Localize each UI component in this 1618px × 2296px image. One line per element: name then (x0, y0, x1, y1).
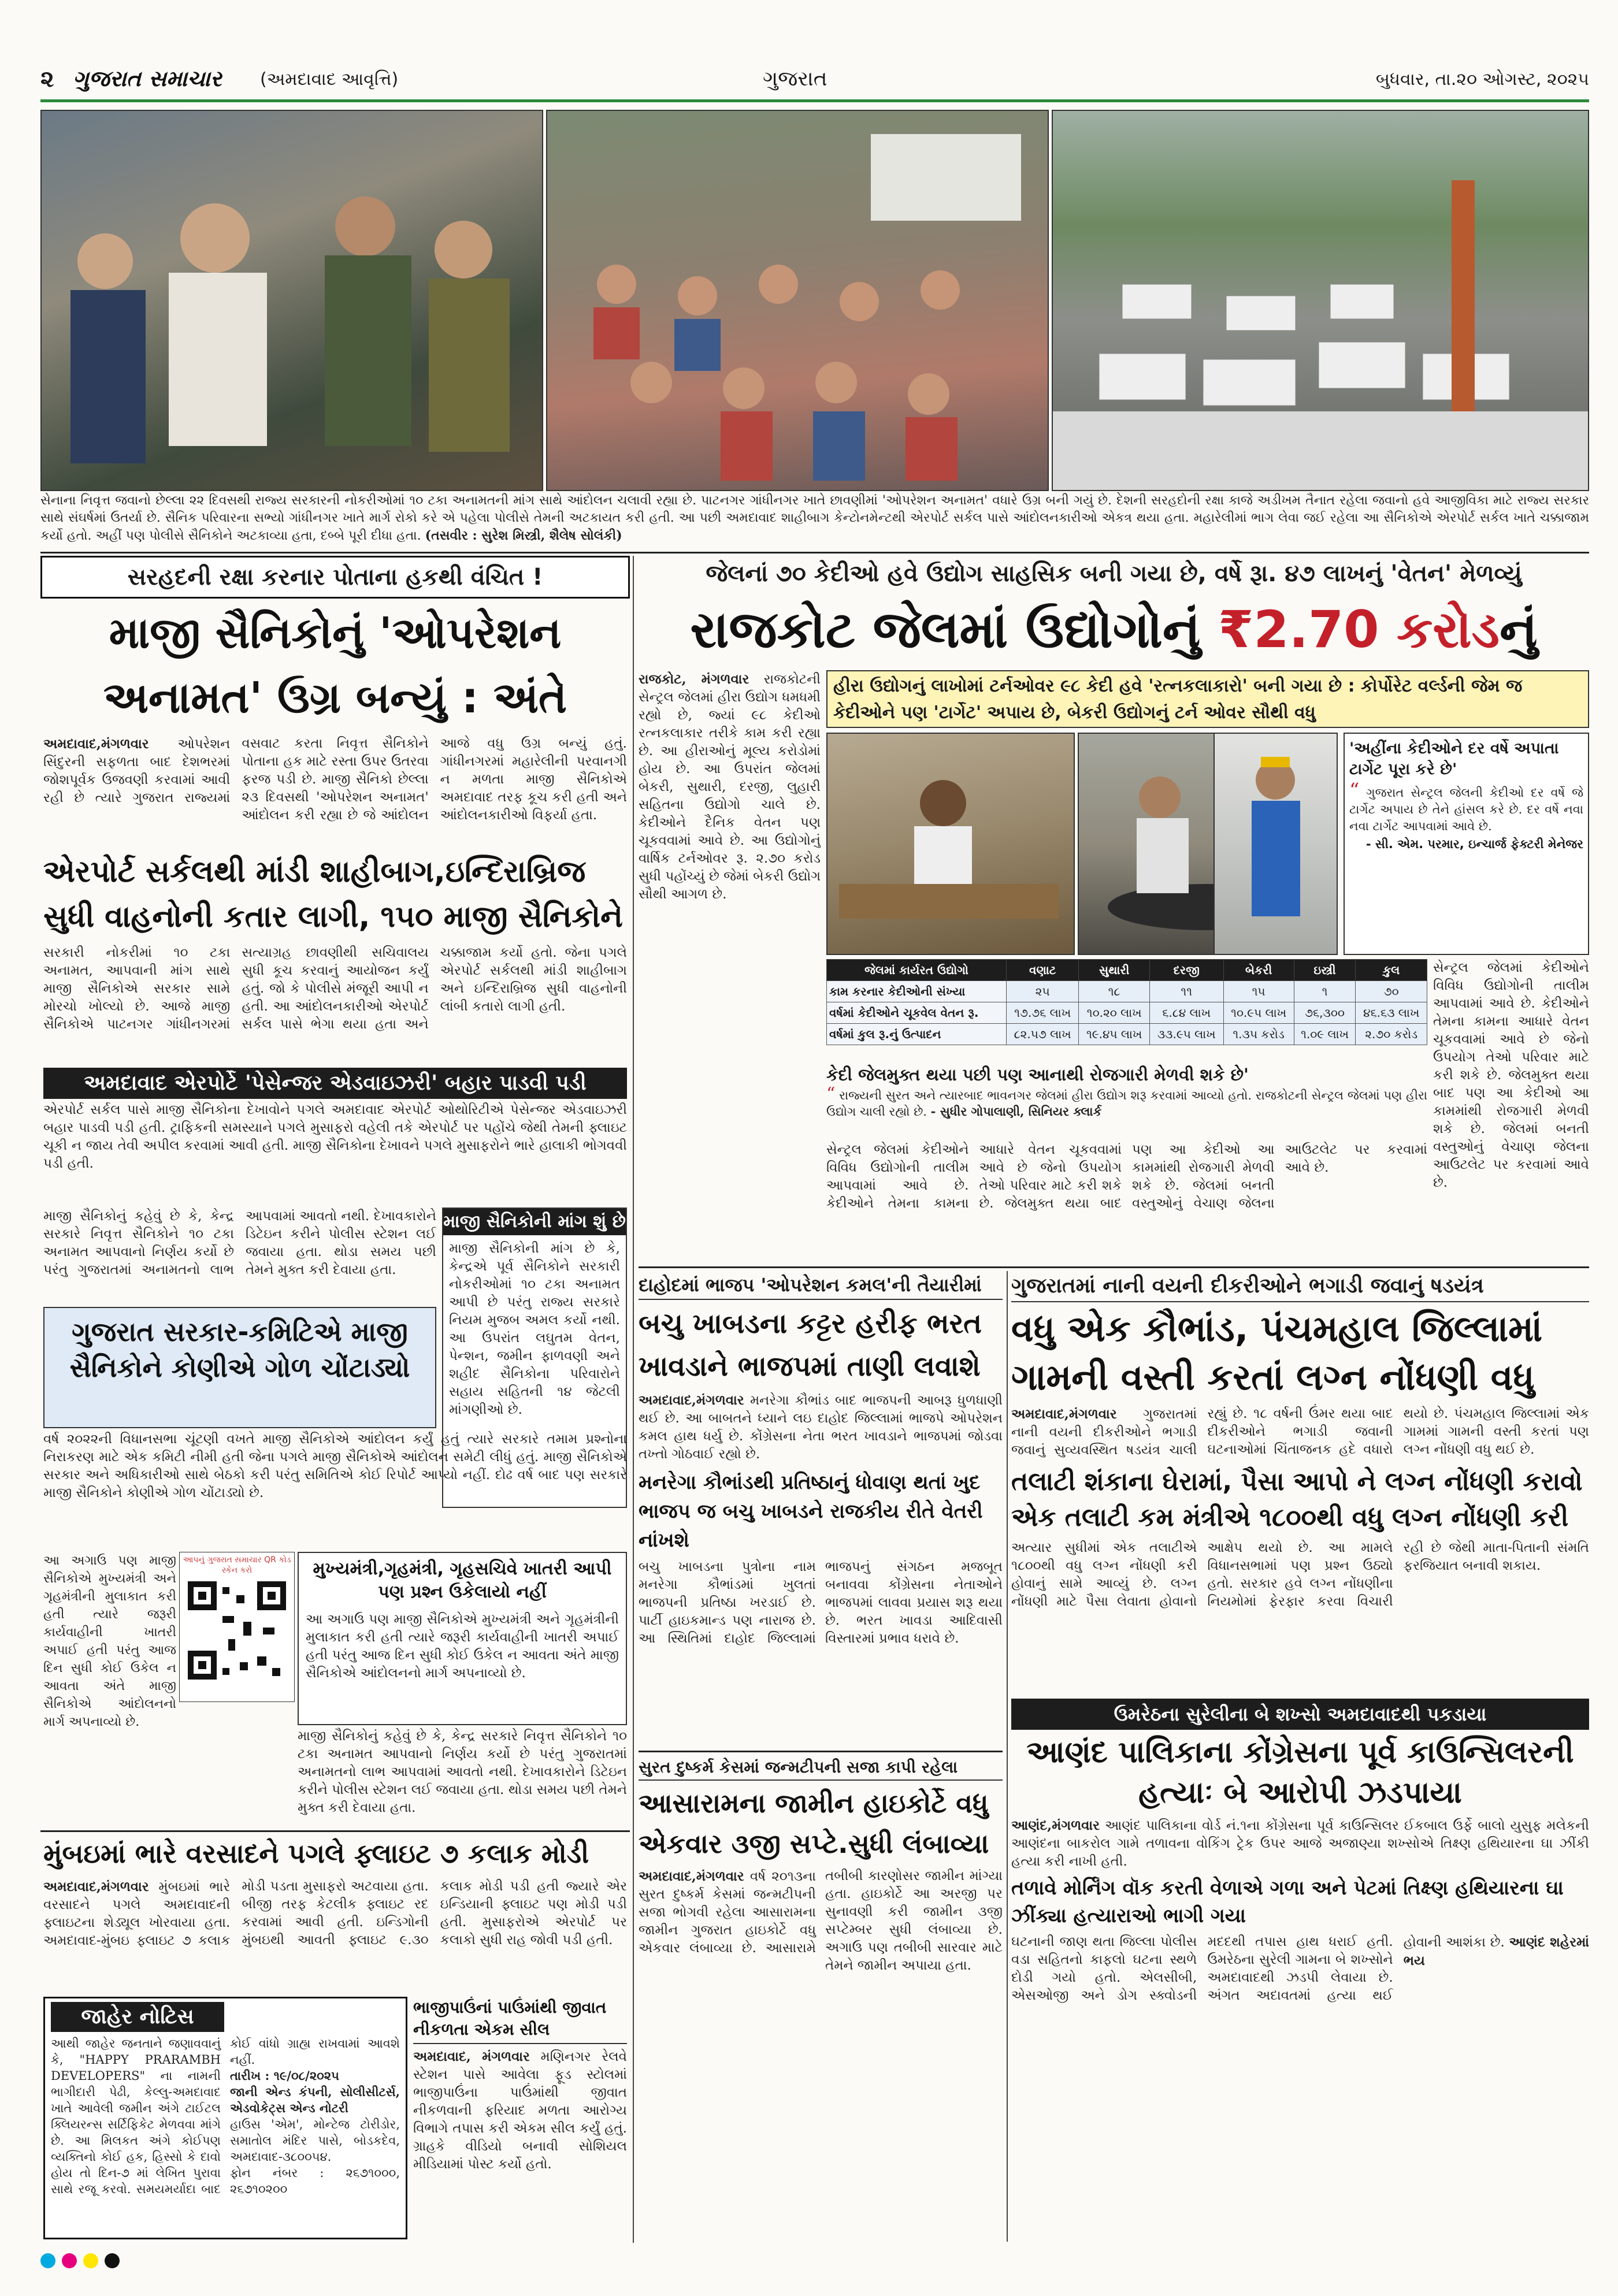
jail-body2 (826, 1141, 1427, 1262)
photo-jail-workshop (826, 733, 1075, 955)
jail-quote-body: ગુજરાત સેન્ટ્રલ જેલની કેદીઓ દર વર્ષે જે ટાર્ગેટ અપાય છે તેને હાંસલ કરે છે. દર વર્ષે નવા નવા ટાર્ગેટ આપવામાં આવે છે. (1349, 786, 1583, 833)
committee-headline: ગુજરાત સરકાર-કમિટિએ માજી સૈનિકોને કોણીએ ગોળ ચોંટાડ્યો (69, 1316, 410, 1383)
jail-headline-c: નું (1500, 600, 1538, 659)
dahod-dateline: અમદાવાદ,મંગળવાર (639, 1392, 744, 1408)
table-cell: ૧૮ (1079, 981, 1149, 1002)
asaram-body: વર્ષ ૨૦૧૩ના સુરત દુષ્કર્મ કેસમાં જન્મટીપની સજા ભોગવી રહેલા આસારામના જામીન ગુજરાત હાઇકોર્ટે વધુ એકવાર લંબાવ્યા છે. આસારામે તબીબી કારણોસર જામીન માંગ્યા હતા. હાઇકોર્ટે આ અરજી પર સુનાવણી કરી જામીન ૩જી સપ્ટેમ્બર સુધી લંબાવ્યા છે. અગાઉ પણ તબીબી સારવાર માટે તેમને જામીન અપાયા હતા. (639, 1868, 1003, 1973)
anand-story (1011, 1732, 1589, 2241)
caption-rule (40, 552, 1589, 553)
jail-headline (639, 593, 1589, 667)
flight-text: મુંબઇમાં ભારે વરસાદને પગલે અમદાવાદની ફ્લાઇટના શેડ્યૂલ ખોરવાયા હતા. અમદાવાદ-મુંબઇ ફ્લાઇટ ૭ કલાક મોડી પડતા મુસાફરો અટવાયા હતા. બીજી તરફ કેટલીક ફ્લાઇટ રદ કરવામાં આવી હતી. ઇન્ડિગોની મુંબઇથી આવતી ફ્લાઇટ ૯.૩૦ કલાક મોડી પડી હતી જ્યારે એર ઇન્ડિયાની ફ્લાઇટ પણ મોડી પડી હતી. મુસાફરોએ એરપોર્ટ પર કલાકો સુધી રાહ જોવી પડી હતી. (43, 1879, 627, 1948)
story1-subhead: એરપોર્ટ સર્કલથી માંડી શાહીબાગ,ઇન્દિરાબ્રિજ સુધી વાહનોની કતાર લાગી, ૧૫૦ માજી સૈનિકોને (43, 855, 623, 934)
jail-dateline: રાજકોટ, મંગળવાર (639, 671, 749, 687)
table-header-2: સુથારી (1079, 960, 1149, 981)
notice-body: આથી જાહેર જનતાને જણાવવાનું કે, "HAPPY PRARAMBH DEVELOPERS" ના નામની ભાગીદારી પેઢી, કેલ્લુ-અમદાવાદ ખાતે આવેલી જમીન અંગે ટાઈટલ ક્લિયરન્સ સર્ટિફિકેટ મેળવવા માંગે છે. આ મિલકત અંગે કોઈપણ વ્યક્તિનો કોઈ હક, હિસ્સો કે દાવો હોય તો દિન-૭ માં લેખિત પુરાવા સાથે રજૂ કરવો. સમયમર્યાદા બાદ કોઈ વાંધો ગ્રાહ્ય રાખવામાં આવશે નહીં. (51, 2037, 400, 2196)
qr-label: આપનું ગુજરાત સમાચાર QR કોડ સ્કેન કરો (183, 1555, 291, 1575)
asaram-kicker: સુરત દુષ્કર્મ કેસમાં જન્મટીપની સજા કાપી રહેલા (639, 1755, 1003, 1781)
table-cell: ૧૫ (1223, 981, 1294, 1002)
table-cell: ૧.૦૯ લાખ (1294, 1024, 1356, 1045)
table-header-0: જેલમાં કાર્યરત ઉદ્યોગો (827, 960, 1007, 981)
panch-kicker: ગુજરાતમાં નાની વયની દીકરીઓને ભગાડી જવાનું ષડયંત્ર (1011, 1271, 1589, 1302)
table-cell: વર્ષમાં કેદીઓને ચૂકવેલ વેતન રૂ. (827, 1002, 1007, 1024)
story1-body3 (43, 1101, 627, 1205)
table-row (827, 981, 1427, 1002)
notice-signer: જાની એન્ડ કંપની, સોલીસીટર્સ, એડવોકેટ્સ એન્ડ નોટરી (230, 2085, 400, 2115)
table-cell: ૪૬.૬૩ લાખ (1356, 1002, 1427, 1024)
reg-dot-cyan (40, 2253, 55, 2268)
story1-text2: સરકારી નોકરીમાં ૧૦ ટકા અનામત, આપવાની માંગ સાથે માજી સૈનિકોએ સરકાર સામે મોરચો ખોલ્યો છે. આજે માજી સૈનિકોએ પાટનગર ગાંધીનગરમાં સત્યાગ્રહ છાવણીથી સચિવાલય સુધી કૂચ કરવાનું આયોજન કર્યું હતું. જો કે પોલીસે મંજૂરી આપી ન હતી. આ આંદોલનકારીઓ એરપોર્ટ સર્કલ પાસે ભેગા થયા હતા અને ચક્કાજામ કર્યો હતો. જેના પગલે એરપોર્ટ સર્કલથી માંડી શાહીબાગ અને ઇન્દિરાબ્રિજ સુધી વાહનોની લાંબી કતારો લાગી હતી. (43, 945, 627, 1032)
jail-headline-amount: ₹2.70 કરોડ (1218, 600, 1500, 659)
cm-box-headline: મુખ્યમંત્રી,ગૃહમંત્રી, ગૃહસચિવે ખાતરી આપી પણ પ્રશ્ન ઉકેલાયો નહીં (313, 1559, 612, 1602)
public-notice (43, 1997, 407, 2239)
jail-industry-table (826, 959, 1427, 1045)
masthead-logo: ગુજરાત સમાચાર (73, 66, 222, 91)
flight-rule (40, 1830, 630, 1832)
table-header-1: વણાટ (1006, 960, 1079, 981)
table-cell: ૧૦.૨૦ લાખ (1079, 1002, 1149, 1024)
committee-text: વર્ષ ૨૦૨૨ની વિધાનસભા ચૂંટણી વખતે માજી સૈનિકોએ આંદોલન કર્યું હતું ત્યારે સરકારે તમામ પ્રશ્નોના નિરાકરણ માટે એક કમિટી નીમી હતી જેના પગલે માજી સૈનિકોએ આંદોલન સમેટી લીધું હતું. માજી સૈનિકોએ સરકાર અને અધિકારીઓ સાથે બેઠકો કરી પરંતુ સમિતિએ કોઈ રિપોર્ટ આપ્યો નહીં. દોઢ વર્ષ બાદ પણ સરકારે માજી સૈનિકોને કોણીએ ગોળ ચોંટાડ્યો છે. (43, 1432, 627, 1500)
notice-title: જાહેર નોટિસ (51, 2002, 224, 2032)
notice-date: તારીખ : ૧૯/૦૮/૨૦૨૫ (230, 2068, 339, 2083)
table-cell: ૬.૮૪ લાખ (1149, 1002, 1223, 1024)
reg-dot-yellow (83, 2253, 98, 2268)
asaram-rule (639, 1751, 1003, 1752)
anand-dateline: આણંદ,મંગળવાર (1011, 1818, 1100, 1833)
demand-box-body: માજી સૈનિકોની માંગ છે કે, કેન્દ્રએ પૂર્વ સૈનિકોને સરકારી નોકરીઓમાં ૧૦ ટકા અનામત આપી છે પરંતુ રાજ્ય સરકારે નિયમ મુજબ અમલ કર્યો નથી. આ ઉપરાંત લઘુતમ વેતન, પેન્શન, જમીન ફાળવણી અને શહીદ સૈનિકોના પરિવારોને સહાય સહિતની ૧૪ જેટલી માંગણીઓ છે. (449, 1241, 620, 1417)
reg-dot-magenta (62, 2253, 77, 2268)
flight-dateline: અમદાવાદ,મંગળવાર (43, 1879, 149, 1894)
dahod-kicker: દાહોદમાં ભાજપ 'ઓપરેશન કમલ'ની તૈયારીમાં (639, 1271, 1003, 1300)
registration-marks (40, 2253, 1589, 2276)
anand-headline: આણંદ પાલિકાના કોંગ્રેસના પૂર્વ કાઉન્સિલરની હત્યાઃ બે આરોપી ઝડપાયા (1026, 1735, 1574, 1810)
notice-address: હાઉસ 'એમ', મોન્ટેજ ટોરીડોર, સમાતોલ મંદિર પાસે, બોડકદેવ, અમદાવાદ-૩૮૦૦૫૪. (230, 2117, 400, 2164)
story1-kicker-box (40, 556, 630, 599)
story1-body4 (43, 1208, 436, 1306)
page-header (40, 62, 1589, 99)
table-row (827, 1024, 1427, 1045)
table-cell: ૧.૩૫ કરોડ (1223, 1024, 1294, 1045)
panch-dateline: અમદાવાદ,મંગળવાર (1011, 1406, 1117, 1422)
flight-headline: મુંબઇમાં ભારે વરસાદને પગલે ફ્લાઇટ ૭ કલાક મોડી (43, 1838, 589, 1869)
issue-date: બુધવાર, તા.૨૦ ઓગસ્ટ, ૨૦૨૫ (1375, 69, 1589, 90)
table-row (827, 1002, 1427, 1024)
column-rule-left (633, 556, 634, 2243)
quote-icon-2: “ (826, 1084, 836, 1104)
cm-extra-text: આ અગાઉ પણ માજી સૈનિકોએ મુખ્યમંત્રી અને ગૃહમંત્રીની મુલાકાત કરી હતી ત્યારે જરૂરી કાર્યવાહીની ખાતરી અપાઈ હતી પરંતુ આજ દિન સુધી કોઈ ઉકેલ ન આવતા અંતે માજી સૈનિકોએ આંદોલનનો માર્ગ અપનાવ્યો છે. (43, 1554, 176, 1729)
cm-box-body: આ અગાઉ પણ માજી સૈનિકોએ મુખ્યમંત્રી અને ગૃહમંત્રીની મુલાકાત કરી હતી ત્યારે જરૂરી કાર્યવાહીની ખાતરી અપાઈ હતી પરંતુ આજ દિન સુધી કોઈ ઉકેલ ન આવતા અંતે માજી સૈનિકોએ આંદોલનનો માર્ગ અપનાવ્યો છે. (306, 1612, 619, 1681)
jail-headline-a: રાજકોટ જેલમાં ઉદ્યોગોનું (690, 600, 1219, 659)
jail-quote-title: 'અહીંના કેદીઓને દર વર્ષે અપાતા ટાર્ગેટ પૂરા કરે છે' (1349, 740, 1559, 778)
committee-more-text: માજી સૈનિકોનું કહેવું છે કે, કેન્દ્ર સરકારે નિવૃત્ત સૈનિકોને ૧૦ ટકા અનામત આપવાનો નિર્ણય કર્યો છે પરંતુ ગુજરાતમાં અનામતનો લાભ આપવામાં આવતો નથી. દેખાવકારોને ડિટેઇન કરીને પોલીસ સ્ટેશન લઈ જવાયા હતા. થોડા સમય પછી તેમને મુક્ત કરી દેવાયા હતા. (298, 1729, 627, 1815)
page-number: ૨ (40, 66, 54, 92)
jail-text: રાજકોટની સેન્ટ્રલ જેલમાં હીરા ઉદ્યોગ ધમધમી રહ્યો છે, જ્યાં ૯૮ કેદીઓ રત્નકલાકાર તરીકે કામ કરી રહ્યા છે. આ હીરાઓનું મૂલ્ય કરોડોમાં હોય છે. આ ઉપરાંત જેલમાં બેકરી, સુથારી, દરજી, લુહારી સહિતના ઉદ્યોગો ચાલે છે. કેદીઓને દૈનિક વેતન પણ ચૂકવવામાં આવે છે. આ ઉદ્યોગોનું વાર્ષિક ટર્નઓવર રૂ. ૨.૭૦ કરોડ સુધી પહોંચ્યું છે જેમાં બેકરી ઉદ્યોગ સૌથી આગળ છે. (639, 672, 821, 902)
dahod-headline: બચુ ખાબડના કટ્ટર હરીફ ભરત ખાવડાને ભાજપમાં તાણી લવાશે (639, 1307, 982, 1383)
panch-sub: તલાટી શંકાના ઘેરામાં, પૈસા આપો ને લગ્ન નોંધણી કરાવો એક તલાટી કમ મંત્રીએ ૧૮૦૦થી વધુ લગ્ન નોંધણી કરી (1011, 1467, 1583, 1532)
story1-text: ઓપરેશન સિંદુરની સફળતા બાદ દેશભરમાં જોશપૂર્વક ઉજવણી કરવામાં આવી રહી છે ત્યારે ગુજરાત રાજ્યમાં વસવાટ કરતા નિવૃત્ત સૈનિકોને પોતાના હક માટે રસ્તા ઉપર ઉતરવા ફરજ પડી છે. માજી સૈનિકો છેલ્લા ૨૩ દિવસથી 'ઓપરેશન અનામત' આંદોલન કરી રહ્યા છે જે આંદોલન આજે વધુ ઉગ્ર બન્યું હતું. ગાંધીનગરમાં મહારેલીની પરવાનગી ન મળતા માજી સૈનિકોએ અમદાવાદ તરફ કૂચ કરી હતી અને આંદોલનકારીઓ વિફર્યા હતા. (43, 736, 627, 823)
jail-quote-box (1344, 733, 1589, 955)
committee-body-side (43, 1552, 176, 1795)
bhaji-box (413, 1997, 627, 2239)
panch-body2: અત્યાર સુધીમાં એક તલાટીએ ૧૮૦૦થી વધુ લગ્ન નોંધણી કરી હોવાનું સામે આવ્યું છે. લગ્ન નોંધણી માટે પૈસા લેવાતા હોવાનો આક્ષેપ થયો છે. આ મામલે વિધાનસભામાં પણ પ્રશ્ન ઉઠ્યો હતો. સરકાર હવે લગ્ન નોંધણીના નિયમોમાં ફેરફાર કરવા વિચારી રહી છે જેથી માતા-પિતાની સંમતિ ફરજિયાત બનાવી શકાય. (1011, 1540, 1589, 1609)
dahod-body2: બચુ ખાબડના પુત્રોના નામ મનરેગા કૌભાંડમાં ખુલતાં ભાજપની પ્રતિષ્ઠા ખરડાઈ છે. પાર્ટી હાઇકમાન્ડ પણ નારાજ છે. આ સ્થિતિમાં દાહોદ જિલ્લામાં ભાજપનું સંગઠન મજબૂત બનાવવા કોંગ્રેસના નેતાઓને ભાજપમાં લાવવા પ્રયાસ શરૂ થયા છે. ભરત ખાવડા આદિવાસી વિસ્તારમાં પ્રભાવ ધરાવે છે. (639, 1559, 1003, 1646)
committee-body (43, 1431, 627, 1549)
airport-advisory-banner: અમદાવાદ એરપોર્ટે 'પેસેન્જર એડવાઇઝરી' બહાર પાડવી પડી (43, 1068, 627, 1099)
table-cell: ૧૭.૭૬ લાખ (1006, 1002, 1079, 1024)
section-label: ગુજરાત (763, 67, 827, 91)
jail-deck-text: હીરા ઉદ્યોગનું લાખોમાં ટર્નઓવર ૯૮ કેદી હવે 'રત્નકલાકારો' બની ગયા છે : કોર્પોરેટ વર્લ્ડની જેમ જ કેદીઓને પણ 'ટાર્ગેટ' અપાય છે, બેકરી ઉદ્યોગનું ટર્ન ઓવર સૌથી વધુ (833, 676, 1523, 723)
table-cell: ૭૬,૩૦૦ (1294, 1002, 1356, 1024)
panch-story (1011, 1271, 1589, 1693)
asaram-story (639, 1755, 1003, 2241)
jail-sub-by: - સુધીર ગોપાલાણી, સિનિયર ક્લાર્ક (930, 1104, 1102, 1119)
committee-more (298, 1727, 627, 1826)
quote-icon: “ (1349, 779, 1360, 802)
table-cell: ૧૦.૯૫ લાખ (1223, 1002, 1294, 1024)
dahod-body: મનરેગા કૌભાંડ બાદ ભાજપની આબરૂ ધુળધાણી થઈ છે. આ બાબતને ધ્યાને લઇ દાહોદ જિલ્લામાં ભાજપે ઓપરેશન કમલ હાથ ધર્યુ છે. કોંગ્રેસના નેતા ભરત ખાવડાને ભાજપમાં જોડવા તખ્તો ગોઠવાઈ રહ્યો છે. (639, 1393, 1003, 1462)
bhaji-dateline: અમદાવાદ, મંગળવાર (413, 2049, 530, 2064)
jail-text2: સેન્ટ્રલ જેલમાં કેદીઓને વિવિધ ઉદ્યોગોની તાલીમ આપવામાં આવે છે. કેદીઓને તેમના કામના આધારે વેતન ચૂકવવામાં આવે છે જેનો ઉપયોગ તેઓ પરિવાર માટે કરી શકે છે. જેલમુક્ત થયા બાદ પણ આ કેદીઓ આ કામમાંથી રોજગારી મેળવી શકે છે. જેલમાં બનતી વસ્તુઓનું વેચાણ જેલના આઉટલેટ પર કરવામાં આવે છે. (826, 1142, 1427, 1211)
bhaji-title: ભાજીપાઉંનાં પાઉંમાંથી જીવાત નીકળતા એકમ સીલ (413, 1997, 627, 2044)
flight-body (43, 1878, 627, 1993)
story1-text4: માજી સૈનિકોનું કહેવું છે કે, કેન્દ્ર સરકારે નિવૃત્ત સૈનિકોને ૧૦ ટકા અનામત આપવાનો નિર્ણય કર્યો છે પરંતુ ગુજરાતમાં અનામતનો લાભ આપવામાં આવતો નથી. દેખાવકારોને ડિટેઇન કરીને પોલીસ સ્ટેશન લઈ જવાયા હતા. થોડા સમય પછી તેમને મુક્ત કરી દેવાયા હતા. (43, 1209, 436, 1277)
table-cell: ૨.૭૦ કરોડ (1356, 1024, 1427, 1045)
panch-headline: વધુ એક કૌભાંડ, પંચમહાલ જિલ્લામાં ગામની વસ્તી કરતાં લગ્ન નોંધણી વધુ (1011, 1307, 1543, 1398)
jail-kicker: જેલનાં ૭૦ કેદીઓ હવે ઉદ્યોગ સાહસિક બની ગયા છે, વર્ષે રૂા. ૪૭ લાખનું 'વેતન' મેળવ્યું (706, 560, 1522, 587)
asaram-dateline: અમદાવાદ,મંગળવાર (639, 1868, 744, 1884)
anand-byline: આણંદ શહેરમાં ભય (1403, 1934, 1589, 1968)
asaram-headline: આસારામના જામીન હાઇકોર્ટે વધુ એકવાર ૩જી સપ્ટે.સુધી લંબાવ્યા (639, 1788, 989, 1859)
photo-caption-text: સેનાના નિવૃત્ત જવાનો છેલ્લા ૨૨ દિવસથી રાજ્ય સરકારની નોકરીઓમાં ૧૦ ટકા અનામતની માંગ સાથે આંદોલન ચલાવી રહ્યા છે. પાટનગર ગાંધીનગર ખાતે છાવણીમાં 'ઓપરેશન અનામત' વધારે ઉગ્ર બની ગયું છે. દેશની સરહદોની રક્ષા કાજે અડીખમ તૈનાત રહેલા જવાનો હવે આજીવિકા માટે રાજ્ય સરકાર સાથે સંઘર્ષમાં ઉતર્યા છે. સૈનિક પરિવારના સભ્યો ગાંધીનગર ખાતે માર્ગ રોકો કરે એ પહેલા પોલીસે તેમની અટકાયત કરી હતી. આ પછી અમદાવાદ શાહીબાગ કેન્ટોનમેન્ટથી એરપોર્ટ સર્કલ પાસે આંદોલનકારીઓ એકત્ર થયા હતા. મહારેલીમાં ભાગ લેવા જઈ રહેલા આ સૈનિકોએ એરપોર્ટ સર્કલ ખાતે ચક્કાજામ કર્યો હતો. અહીં પણ પોલીસે સૈનિકોને અટકાવ્યા હતા, દબ્બે પૂરી દીધા હતા. (40, 493, 1589, 543)
story1-dateline: અમદાવાદ,મંગળવાર (43, 736, 149, 752)
table-cell: કામ કરનાર કેદીઓની સંખ્યા (827, 981, 1007, 1002)
column-rule-mid (1007, 1271, 1008, 2242)
story1-body2 (43, 944, 627, 1065)
photo-sit-in-crowd (546, 110, 1049, 491)
jail-end-rule (639, 1266, 1589, 1268)
table-cell: ૨૫ (1006, 981, 1079, 1002)
jail-quote-by: - સી. એમ. પરમાર, ઇન્ચાર્જ ફેક્ટરી મેનેજર (1365, 837, 1583, 851)
photo-traffic-jam (1052, 110, 1589, 491)
table-cell: વર્ષમાં કુલ રૂ.નું ઉત્પાદન (827, 1024, 1007, 1045)
jail-side-body: સેન્ટ્રલ જેલમાં કેદીઓને વિવિધ ઉદ્યોગોની તાલીમ આપવામાં આવે છે. કેદીઓને તેમના કામના આધારે વેતન ચૂકવવામાં આવે છે જેનો ઉપયોગ તેઓ પરિવાર માટે કરી શકે છે. જેલમુક્ત થયા બાદ પણ આ કેદીઓ આ કામમાંથી રોજગારી મેળવી શકે છે. જેલમાં બનતી વસ્તુઓનું વેચાણ જેલના આઉટલેટ પર કરવામાં આવે છે. (1433, 960, 1589, 1190)
panch-body: ગુજરાતમાં નાની વયની દીકરીઓને ભગાડી જવાનું સુવ્યવસ્થિત ષડયંત્ર ચાલી રહ્યું છે. ૧૮ વર્ષની ઉંમર થયા બાદ દીકરીઓને ભગાડી જવાની ઘટનાઓમાં ચિંતાજનક હદે વધારો થયો છે. પંચમહાલ જિલ્લામાં એક ગામમાં ગામની વસ્તી કરતાં પણ લગ્ન નોંધણી વધુ થઈ છે. (1011, 1406, 1589, 1458)
story1-headline: માજી સૈનિકોનું 'ઓપરેશન અનામત' ઉગ્ર બન્યું : અંતે (103, 608, 567, 723)
dahod-story (639, 1271, 1003, 1751)
anand-kicker: ઉમરેઠના સુરેલીના બે શખ્સો અમદાવાદથી પકડાયા (1114, 1703, 1487, 1725)
photo-jail-manager (1214, 733, 1338, 955)
story1-text3: એરપોર્ટ સર્કલ પાસે માજી સૈનિકોના દેખાવોને પગલે અમદાવાદ એરપોર્ટ ઓથોરિટીએ પેસેન્જર એડવાઇઝરી બહાર પાડવી પડી હતી. ટ્રાફિકની સમસ્યાને પગલે મુસાફરો વહેલી તકે એરપોર્ટ પર પહોંચે જેથી તેમની ફ્લાઇટ ચૂકી ન જાય તેવી અપીલ કરવામાં આવી હતી. માજી સૈનિકોના દેખાવને પગલે મુસાફરોને ભારે હાલાકી ભોગવવી પડી હતી. (43, 1102, 627, 1171)
table-cell: ૧૧ (1149, 981, 1223, 1002)
reg-dot-black (105, 2253, 120, 2268)
anand-body2: ઘટનાની જાણ થતા જિલ્લા પોલીસ વડા સહિતનો કાફલો ઘટના સ્થળે દોડી ગયો હતો. એલસીબી, એસઓજી અને ડોગ સ્ક્વોડની મદદથી તપાસ હાથ ધરાઈ હતી. ઉમરેઠના સુરેલી ગામના બે શખ્સોને અમદાવાદથી ઝડપી લેવાયા છે. અંગત અદાવતમાં હત્યા થઈ હોવાની આશંકા છે. (1011, 1934, 1505, 2003)
photo-protest-police (40, 110, 543, 491)
dahod-sub: મનરેગા કૌભાંડથી પ્રતિષ્ઠાનું ધોવાણ થતાં ખુદ ભાજપ જ બચુ ખાબડને રાજકીય રીતે વેતરી નાંખશે (639, 1471, 983, 1552)
committee-box (43, 1307, 436, 1428)
qr-block (179, 1552, 295, 1702)
table-cell: ૧ (1294, 981, 1356, 1002)
demand-box-title: માજી સૈનિકોની માંગ શું છે (443, 1209, 626, 1235)
table-header-3: દરજી (1149, 960, 1223, 981)
table-header-6: કુલ (1356, 960, 1427, 981)
qr-code[interactable] (188, 1581, 286, 1680)
story1-body (43, 735, 627, 850)
table-cell: ૮૨.૫૭ લાખ (1006, 1024, 1079, 1045)
table-cell: ૭૦ (1356, 981, 1427, 1002)
anand-sub: તળાવે મોર્નિંગ વૉક કરતી વેળાએ ગળા અને પેટમાં તિક્ષ્ણ હથિયારના ઘા ઝીંક્યા હત્યારાઓ ભાગી ગયા (1011, 1877, 1564, 1927)
jail-sub-quote: રાજ્યની સુરત અને ત્યારબાદ ભાવનગર જેલમાં હીરા ઉદ્યોગ શરૂ કરવામાં આવ્યો હતો. રાજકોટની સેન્ટ્રલ જેલમાં પણ હીરા ઉદ્યોગ ચાલી રહ્યો છે. (826, 1088, 1427, 1119)
photo-credit: (તસવીર : સુરેશ મિસ્ત્રી, શૈલેષ સોલંકી) (425, 528, 622, 543)
header-rule (40, 99, 1589, 102)
table-header-4: બેકરી (1223, 960, 1294, 981)
anand-body: આણંદ પાલિકાના વોર્ડ નં.૧ના કોંગ્રેસના પૂર્વ કાઉન્સિલર ઈકબાલ ઉર્ફે બાલો યુસુફ મલેકની આણંદના બાકરોલ ગામે તળાવના વોકિંગ ટ્રેક ઉપર આજે અજાણ્યા શખ્સોએ તિક્ષ્ણ હથિયારના ઘા ઝીંકી હત્યા કરી નાખી હતી. (1011, 1818, 1589, 1869)
jail-table (826, 959, 1427, 1057)
table-cell: ૧૯.૪૫ લાખ (1079, 1024, 1149, 1045)
edition-label: (અમદાવાદ આવૃત્તિ) (260, 69, 399, 90)
cm-box (298, 1552, 627, 1725)
bhaji-body: મણિનગર રેલવે સ્ટેશન પાસે આવેલા ફૂડ સ્ટોલમાં ભાજીપાઉંના પાઉંમાંથી જીવાત નીકળવાની ફરિયાદ મળતા આરોગ્ય વિભાગે તપાસ કરી એકમ સીલ કર્યું હતું. ગ્રાહકે વીડિયો બનાવી સોશિયલ મીડિયામાં પોસ્ટ કર્યો હતો. (413, 2049, 627, 2172)
table-cell: ૩૩.૯૫ લાખ (1149, 1024, 1223, 1045)
jail-sub-title: કેદી જેલમુક્ત થયા પછી પણ આનાથી રોજગારી મેળવી શકે છે' (826, 1065, 1249, 1084)
jail-deck (826, 670, 1589, 728)
jail-subquote (826, 1063, 1427, 1138)
story1-kicker: સરહદની રક્ષા કરનાર પોતાના હકથી વંચિત ! (127, 564, 543, 590)
anand-kicker-box (1011, 1699, 1589, 1730)
table-header-5: ઇસ્ત્રી (1294, 960, 1356, 981)
photo-caption (40, 492, 1589, 550)
notice-phone: ફોન નંબર : ૨૬૭૧૦૦૦, ૨૬૭૧૦૨૦૦ (230, 2166, 400, 2196)
